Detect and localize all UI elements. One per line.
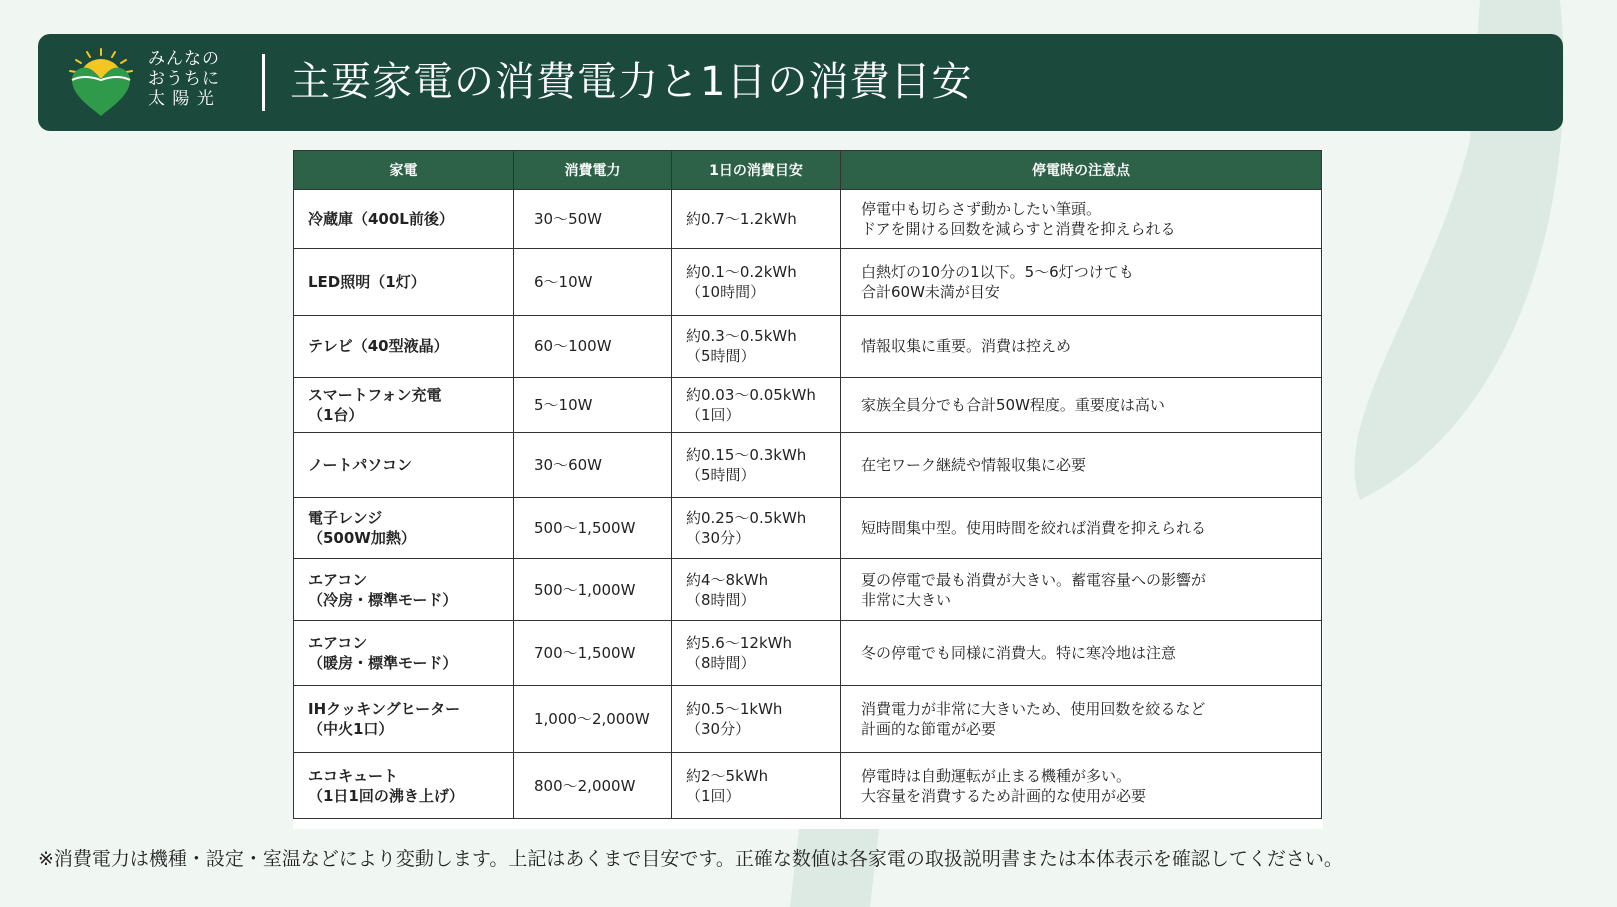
table-header-row [294, 151, 1322, 190]
cell-day-line: 約0.5〜1kWh [686, 700, 783, 719]
cell-note-line: 家族全員分でも合計50W程度。重要度は高い [861, 396, 1165, 415]
cell-power: 700〜1,500W [514, 621, 672, 686]
cell-note-line: 消費電力が非常に大きいため、使用回数を絞るなど [861, 700, 1206, 719]
cell-note-line: 停電時は自動運転が止まる機種が多い。 [861, 766, 1132, 785]
cell-note-line: ドアを開ける回数を減らすと消費を抑えられる [861, 219, 1176, 238]
column-header-outage-notes: 停電時の注意点 [841, 151, 1322, 190]
cell-power: 6〜10W [514, 248, 672, 315]
brand-line-2: おうちに [148, 69, 220, 89]
cell-day [672, 190, 841, 249]
cell-name-line: LED照明（1灯） [308, 272, 426, 291]
brand-logo-text [148, 49, 248, 109]
cell-name [294, 621, 514, 686]
brand-line-1: みんなの [148, 49, 220, 69]
page-title: 主要家電の消費電力と1日の消費目安 [290, 59, 973, 105]
cell-day [672, 621, 841, 686]
appliance-power-table [293, 150, 1322, 819]
cell-name [294, 378, 514, 433]
brand-line-3: 太 陽 光 [148, 89, 215, 109]
cell-note [841, 190, 1322, 249]
cell-day-line: （8時間） [686, 654, 756, 673]
cell-power: 30〜60W [514, 433, 672, 498]
table-row [294, 753, 1322, 819]
cell-day-line: （1回） [686, 786, 741, 805]
cell-name [294, 433, 514, 498]
cell-name [294, 190, 514, 249]
cell-note-line: 夏の停電で最も消費が大きい。蓄電容量への影響が [861, 570, 1207, 589]
table-row [294, 621, 1322, 686]
appliance-table-container [293, 150, 1323, 829]
cell-day-line: 約2〜5kWh [686, 766, 769, 785]
table-row [294, 558, 1322, 621]
cell-name [294, 248, 514, 315]
cell-note-line: 冬の停電でも同様に消費大。特に寒冷地は注意 [861, 644, 1177, 663]
cell-name-line: 電子レンジ [308, 508, 383, 527]
table-row [294, 433, 1322, 498]
table-row [294, 497, 1322, 558]
cell-name [294, 315, 514, 378]
cell-day-line: （5時間） [686, 465, 756, 484]
cell-day-line: 約0.7〜1.2kWh [686, 209, 797, 228]
cell-note-line: 大容量を消費するため計画的な使用が必要 [861, 786, 1147, 805]
cell-day-line: 約4〜8kWh [686, 570, 769, 589]
cell-day-line: （5時間） [686, 347, 756, 366]
cell-note-line: 在宅ワーク継続や情報収集に必要 [861, 455, 1087, 474]
cell-note [841, 753, 1322, 819]
cell-note-line: 情報収集に重要。消費は控えめ [861, 337, 1072, 356]
cell-day-line: （10時間） [686, 282, 766, 301]
cell-name [294, 753, 514, 819]
cell-note [841, 378, 1322, 433]
cell-name-line: （500W加熱） [308, 528, 416, 547]
cell-power: 1,000〜2,000W [514, 686, 672, 753]
cell-note-line: 白熱灯の10分の1以下。5〜6灯つけても [861, 262, 1134, 281]
header-bar [38, 34, 1563, 131]
cell-name [294, 497, 514, 558]
cell-note [841, 315, 1322, 378]
cell-note-line: 停電中も切らさず動かしたい筆頭。 [861, 199, 1102, 218]
cell-name-line: （冷房・標準モード） [308, 590, 458, 609]
footnote: ※消費電力は機種・設定・室温などにより変動します。上記はあくまで目安です。正確な数値は各家電の取扱説明書または本体表示を確認してください。 [38, 848, 1343, 870]
cell-power: 500〜1,500W [514, 497, 672, 558]
cell-name-line: スマートフォン充電 [308, 386, 442, 405]
table-row [294, 378, 1322, 433]
cell-note-line: 計画的な節電が必要 [861, 720, 997, 739]
column-header-daily-usage: 1日の消費目安 [672, 151, 841, 190]
cell-name-line: （暖房・標準モード） [308, 654, 458, 673]
cell-name-line: （1台） [308, 406, 364, 425]
column-header-power: 消費電力 [514, 151, 672, 190]
cell-power: 5〜10W [514, 378, 672, 433]
cell-day [672, 753, 841, 819]
cell-name-line: IHクッキングヒーター [308, 700, 461, 719]
table-body [294, 190, 1322, 819]
cell-day-line: （30分） [686, 720, 751, 739]
cell-note [841, 497, 1322, 558]
cell-name-line: （1日1回の沸き上げ） [308, 786, 464, 805]
sun-heart-logo-icon [60, 46, 142, 118]
cell-day [672, 315, 841, 378]
cell-note [841, 558, 1322, 621]
cell-name [294, 558, 514, 621]
cell-day [672, 378, 841, 433]
cell-note-line: 短時間集中型。使用時間を絞れば消費を抑えられる [861, 518, 1207, 537]
cell-name [294, 686, 514, 753]
cell-name-line: テレビ（40型液晶） [308, 337, 449, 356]
cell-day-line: 約5.6〜12kWh [686, 634, 792, 653]
cell-day [672, 686, 841, 753]
cell-day-line: 約0.03〜0.05kWh [686, 386, 816, 405]
table-row [294, 248, 1322, 315]
cell-day-line: （30分） [686, 528, 751, 547]
cell-note [841, 433, 1322, 498]
column-header-appliance: 家電 [294, 151, 514, 190]
cell-day-line: 約0.3〜0.5kWh [686, 327, 797, 346]
cell-day-line: （1回） [686, 406, 741, 425]
cell-day-line: （8時間） [686, 590, 756, 609]
cell-note-line: 非常に大きい [861, 590, 952, 609]
header-divider [262, 54, 265, 111]
cell-day [672, 497, 841, 558]
table-row [294, 686, 1322, 753]
cell-note [841, 686, 1322, 753]
cell-name-line: エアコン [308, 570, 368, 589]
cell-day [672, 558, 841, 621]
cell-day [672, 248, 841, 315]
table-row [294, 315, 1322, 378]
cell-name-line: エコキュート [308, 766, 399, 785]
cell-note [841, 621, 1322, 686]
cell-name-line: ノートパソコン [308, 455, 412, 474]
cell-power: 30〜50W [514, 190, 672, 249]
cell-day-line: 約0.1〜0.2kWh [686, 262, 797, 281]
cell-name-line: （中火1口） [308, 720, 394, 739]
cell-name-line: エアコン [308, 634, 368, 653]
table-row [294, 190, 1322, 249]
cell-name-line: 冷蔵庫（400L前後） [308, 209, 454, 228]
cell-power: 800〜2,000W [514, 753, 672, 819]
cell-power: 60〜100W [514, 315, 672, 378]
cell-day [672, 433, 841, 498]
cell-power: 500〜1,000W [514, 558, 672, 621]
cell-note [841, 248, 1322, 315]
cell-day-line: 約0.25〜0.5kWh [686, 508, 807, 527]
cell-day-line: 約0.15〜0.3kWh [686, 445, 807, 464]
cell-note-line: 合計60W未満が目安 [861, 282, 1000, 301]
